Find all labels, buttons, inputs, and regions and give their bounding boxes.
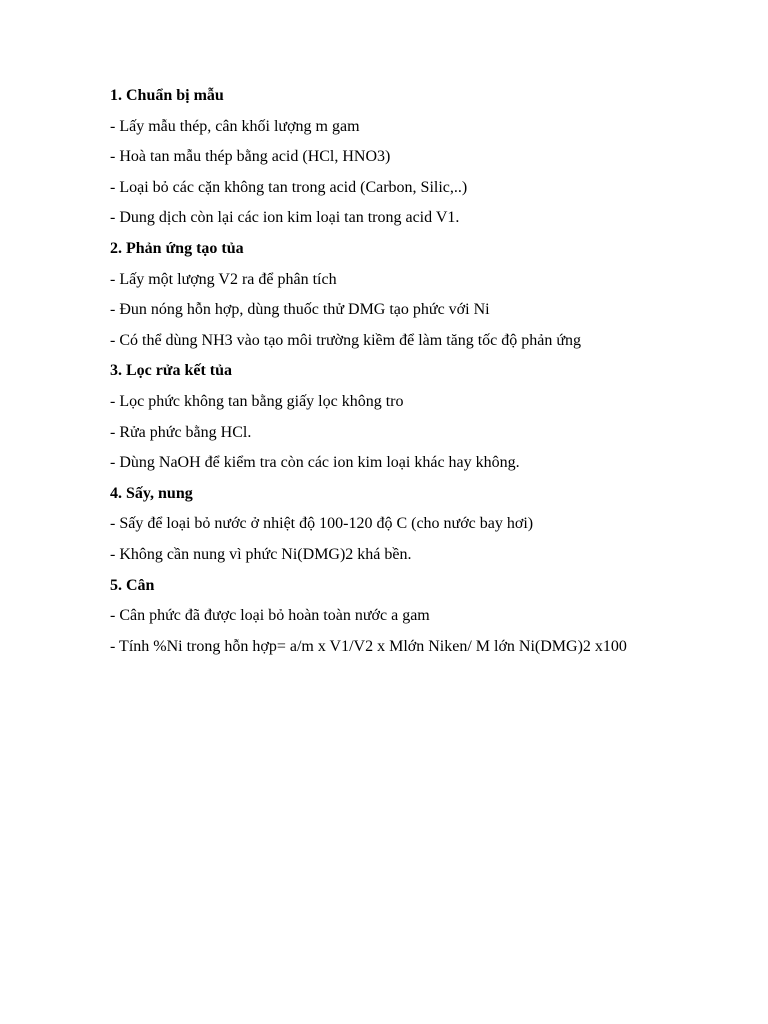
list-item: - Rửa phức bằng HCl. (110, 423, 252, 441)
list-item: - Tính %Ni trong hỗn hợp= a/m x V1/V2 x Mlớn Niken/ M lớn Ni(DMG)2 x100 (110, 637, 627, 655)
document-body (110, 84, 730, 665)
list-item: - Dùng NaOH để kiểm tra còn các ion kim loại khác hay không. (110, 454, 520, 472)
list-item: - Dung dịch còn lại các ion kim loại tan trong acid V1. (110, 209, 460, 227)
list-item: - Loại bỏ các cặn không tan trong acid (Carbon, Silic,..) (110, 178, 468, 196)
list-item: - Cân phức đã được loại bỏ hoàn toàn nước a gam (110, 607, 430, 625)
section-heading-4: 4. Sấy, nung (110, 484, 193, 502)
section-heading-1: 1. Chuẩn bị mẫu (110, 87, 224, 104)
list-item: - Lấy một lượng V2 ra để phân tích (110, 270, 337, 288)
list-item: - Lấy mẫu thép, cân khối lượng m gam (110, 117, 360, 135)
section-heading-3: 3. Lọc rửa kết tủa (110, 362, 233, 380)
list-item: - Đun nóng hỗn hợp, dùng thuốc thử DMG tạo phức với Ni (110, 301, 490, 319)
list-item: - Không cần nung vì phức Ni(DMG)2 khá bền. (110, 545, 412, 563)
section-heading-5: 5. Cân (110, 576, 155, 594)
list-item: - Lọc phức không tan bằng giấy lọc không tro (110, 392, 404, 410)
list-item: - Sấy để loại bỏ nước ở nhiệt độ 100-120 độ C (cho nước bay hơi) (110, 515, 534, 533)
list-item: - Có thể dùng NH3 vào tạo môi trường kiềm để làm tăng tốc độ phản ứng (110, 331, 582, 349)
list-item: - Hoà tan mẫu thép bằng acid (HCl, HNO3) (110, 148, 391, 166)
section-heading-2: 2. Phản ứng tạo tủa (110, 239, 244, 257)
